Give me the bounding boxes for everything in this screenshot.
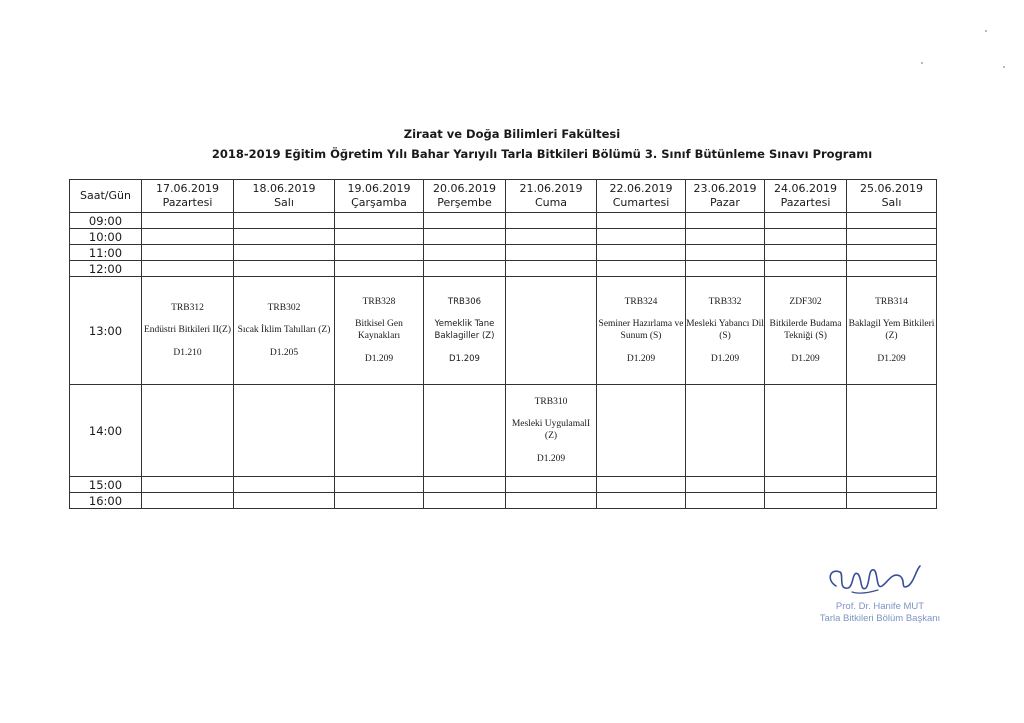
course-code: TRB328 <box>362 297 396 307</box>
signer-name: Prof. Dr. Hanife MUT <box>835 601 925 612</box>
exam-cell <box>765 277 847 385</box>
day-header <box>847 180 937 213</box>
day-date: 17.06.2019 <box>156 182 219 195</box>
day-date: 19.06.2019 <box>347 182 411 195</box>
day-date: 24.06.2019 <box>774 182 837 195</box>
course-code: TRB314 <box>875 297 908 307</box>
time-label: 14:00 <box>70 385 142 477</box>
exam-cell <box>847 277 937 385</box>
course-name: Bitkisel Gen Kaynakları <box>355 319 403 341</box>
time-row <box>70 229 937 245</box>
day-header <box>234 180 335 213</box>
time-row <box>70 245 937 261</box>
exam-room: D1.209 <box>710 354 740 364</box>
exam-room: D1.209 <box>877 354 906 364</box>
course-name: Endüstri Bitkileri II(Z) <box>143 325 232 335</box>
day-header <box>506 180 597 213</box>
signer-position: Tarla Bitkileri Bölüm Başkanı <box>819 613 941 624</box>
day-weekday: Perşembe <box>437 196 492 209</box>
day-weekday: Pazar <box>710 196 740 209</box>
time-label: 13:00 <box>70 277 142 385</box>
course-code: TRB306 <box>447 297 482 307</box>
course-code: TRB310 <box>534 397 568 407</box>
course-code: TRB332 <box>708 297 742 307</box>
day-weekday: Salı <box>274 196 294 209</box>
day-header <box>765 180 847 213</box>
time-row <box>70 493 937 509</box>
scan-speck <box>985 30 987 32</box>
day-date: 21.06.2019 <box>519 182 583 195</box>
signer-block <box>790 601 970 625</box>
time-row <box>70 213 937 229</box>
day-date: 23.06.2019 <box>693 182 757 195</box>
corner-label: Saat/Gün <box>70 180 142 213</box>
empty-cell <box>506 277 597 385</box>
exam-room: D1.209 <box>364 354 394 364</box>
scan-speck <box>1003 66 1005 68</box>
time-row <box>70 277 937 385</box>
day-header <box>686 180 765 213</box>
time-label: 16:00 <box>70 493 142 509</box>
course-code: ZDF302 <box>789 297 822 307</box>
day-date: 20.06.2019 <box>433 182 496 195</box>
day-weekday: Cuma <box>534 196 568 209</box>
day-weekday: Pazartesi <box>162 196 213 209</box>
course-name: Mesleki UygulamalI (Z) <box>511 419 591 441</box>
document-header <box>0 124 1024 164</box>
course-name: Baklagil Yem Bitkileri (Z) <box>848 319 935 341</box>
exam-room: D1.210 <box>173 348 202 358</box>
exam-schedule-table <box>69 179 937 509</box>
exam-cell <box>142 277 234 385</box>
course-name: Sıcak İklim Tahılları (Z) <box>237 325 331 335</box>
course-name: Yemeklik Tane Baklagiller (Z) <box>434 319 495 341</box>
day-date: 22.06.2019 <box>609 182 673 195</box>
day-header <box>424 180 506 213</box>
exam-room: D1.209 <box>626 354 656 364</box>
exam-cell <box>335 277 424 385</box>
day-weekday: Pazartesi <box>780 196 831 209</box>
faculty-title: Ziraat ve Doğa Bilimleri Fakültesi <box>403 127 621 141</box>
time-row <box>70 261 937 277</box>
exam-cell <box>597 277 686 385</box>
exam-room: D1.209 <box>536 454 566 464</box>
day-weekday: Salı <box>881 196 902 209</box>
exam-room: D1.205 <box>269 348 299 358</box>
day-weekday: Cumartesi <box>612 196 670 209</box>
exam-cell <box>686 277 765 385</box>
day-header <box>597 180 686 213</box>
course-name: Bitkilerde Budama Tekniği (S) <box>769 319 842 341</box>
course-name: Mesleki Yabancı Dil (S) <box>686 319 764 341</box>
exam-cell <box>506 385 597 477</box>
day-header <box>335 180 424 213</box>
day-weekday: Çarşamba <box>351 196 407 209</box>
course-code: TRB324 <box>624 297 658 307</box>
signature-image <box>808 560 968 600</box>
time-label: 15:00 <box>70 477 142 493</box>
time-label: 09:00 <box>70 213 142 229</box>
course-code: TRB302 <box>267 303 301 313</box>
time-label: 10:00 <box>70 229 142 245</box>
exam-cell <box>424 277 506 385</box>
exam-room: D1.209 <box>449 354 480 364</box>
exam-room: D1.209 <box>791 354 820 364</box>
header-row <box>70 180 937 213</box>
scan-speck <box>921 62 923 64</box>
course-code: TRB312 <box>171 303 204 313</box>
time-row <box>70 477 937 493</box>
day-date: 25.06.2019 <box>860 182 923 195</box>
time-label: 12:00 <box>70 261 142 277</box>
time-row <box>70 385 937 477</box>
exam-cell <box>234 277 335 385</box>
day-date: 18.06.2019 <box>252 182 316 195</box>
course-name: Seminer Hazırlama ve Sunum (S) <box>598 319 684 341</box>
day-header <box>142 180 234 213</box>
time-label: 11:00 <box>70 245 142 261</box>
program-title: 2018-2019 Eğitim Öğretim Yılı Bahar Yarıyılı Tarla Bitkileri Bölümü 3. Sınıf Bütünleme Sınavı Programı <box>211 147 873 161</box>
